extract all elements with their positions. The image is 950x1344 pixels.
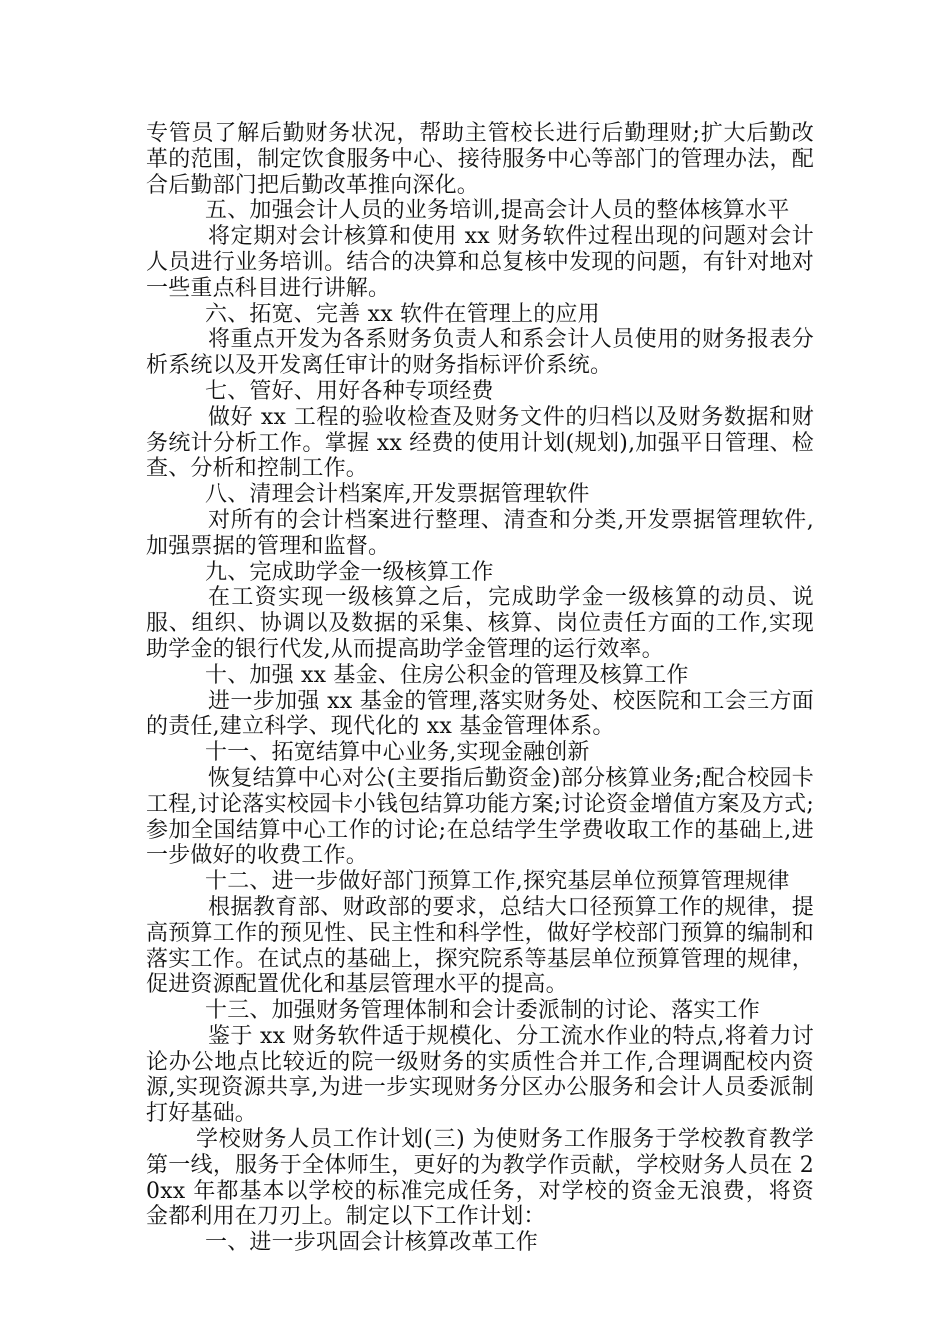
section-heading-10: 十、加强 xx 基金、住房公积金的管理及核算工作	[205, 662, 689, 688]
body-paragraph: 将重点开发为各系财务负责人和系会计人员使用的财务报表分析系统以及开发离任审计的财务指标评价系统。	[146, 327, 814, 379]
section-heading-8: 八、清理会计档案库,开发票据管理软件	[205, 482, 590, 508]
body-paragraph: 恢复结算中心对公(主要指后勤资金)部分核算业务;配合校园卡工程,讨论落实校园卡小钱包结算功能方案;讨论资金增值方案及方式;参加全国结算中心工作的讨论;在总结学生学费收取工作的基础上,进一步做好的收费工作。	[146, 765, 814, 869]
body-paragraph: 在工资实现一级核算之后，完成助学金一级核算的动员、说服、组织、协调以及数据的采集、核算、岗位责任方面的工作,实现助学金的银行代发,从而提高助学金管理的运行效率。	[146, 585, 814, 662]
section-heading-5: 五、加强会计人员的业务培训,提高会计人员的整体核算水平	[205, 198, 790, 224]
section-heading-6: 六、拓宽、完善 xx 软件在管理上的应用	[205, 301, 600, 327]
paragraph-continuation: 专管员了解后勤财务状况，帮助主管校长进行后勤理财;扩大后勤改革的范围，制定饮食服务中心、接待服务中心等部门的管理办法，配合后勤部门把后勤改革推向深化。	[146, 121, 814, 198]
section-heading-7: 七、管好、用好各种专项经费	[205, 378, 494, 404]
body-paragraph: 进一步加强 xx 基金的管理,落实财务处、校医院和工会三方面的责任,建立科学、现代化的 xx 基金管理体系。	[146, 688, 814, 740]
section-heading-1: 一、进一步巩固会计核算改革工作	[205, 1230, 539, 1256]
document-page	[146, 121, 814, 1256]
body-paragraph: 对所有的会计档案进行整理、清查和分类,开发票据管理软件,加强票据的管理和监督。	[146, 507, 814, 559]
section-heading-13: 十三、加强财务管理体制和会计委派制的讨论、落实工作	[205, 998, 761, 1024]
body-paragraph: 鉴于 xx 财务软件适于规模化、分工流水作业的特点,将着力讨论办公地点比较近的院一级财务的实质性合并工作,合理调配校内资源,实现资源共享,为进一步实现财务分区办公服务和会计人员委派制打好基础。	[146, 1023, 814, 1127]
section-heading-12: 十二、进一步做好部门预算工作,探究基层单位预算管理规律	[205, 869, 790, 895]
section-heading-11: 十一、拓宽结算中心业务,实现金融创新	[205, 740, 590, 766]
section-heading-9: 九、完成助学金一级核算工作	[205, 559, 494, 585]
body-paragraph: 将定期对会计核算和使用 xx 财务软件过程出现的问题对会计人员进行业务培训。结合的决算和总复核中发现的问题，有针对地对一些重点科目进行讲解。	[146, 224, 814, 301]
body-paragraph: 根据教育部、财政部的要求，总结大口径预算工作的规律，提高预算工作的预见性、民主性和科学性，做好学校部门预算的编制和落实工作。在试点的基础上，探究院系等基层单位预算管理的规律，促进资源配置优化和基层管理水平的提高。	[146, 894, 814, 998]
body-paragraph: 做好 xx 工程的验收检查及财务文件的归档以及财务数据和财务统计分析工作。掌握 xx 经费的使用计划(规划),加强平日管理、检查、分析和控制工作。	[146, 404, 814, 482]
section-intro-paragraph: 学校财务人员工作计划(三) 为使财务工作服务于学校教育教学第一线，服务于全体师生，更好的为教学作贡献，学校财务人员在 20xx 年都基本以学校的标准完成任务，对学校的资金无浪费，将资金都利用在刀刃上。制定以下工作计划：	[146, 1127, 814, 1230]
